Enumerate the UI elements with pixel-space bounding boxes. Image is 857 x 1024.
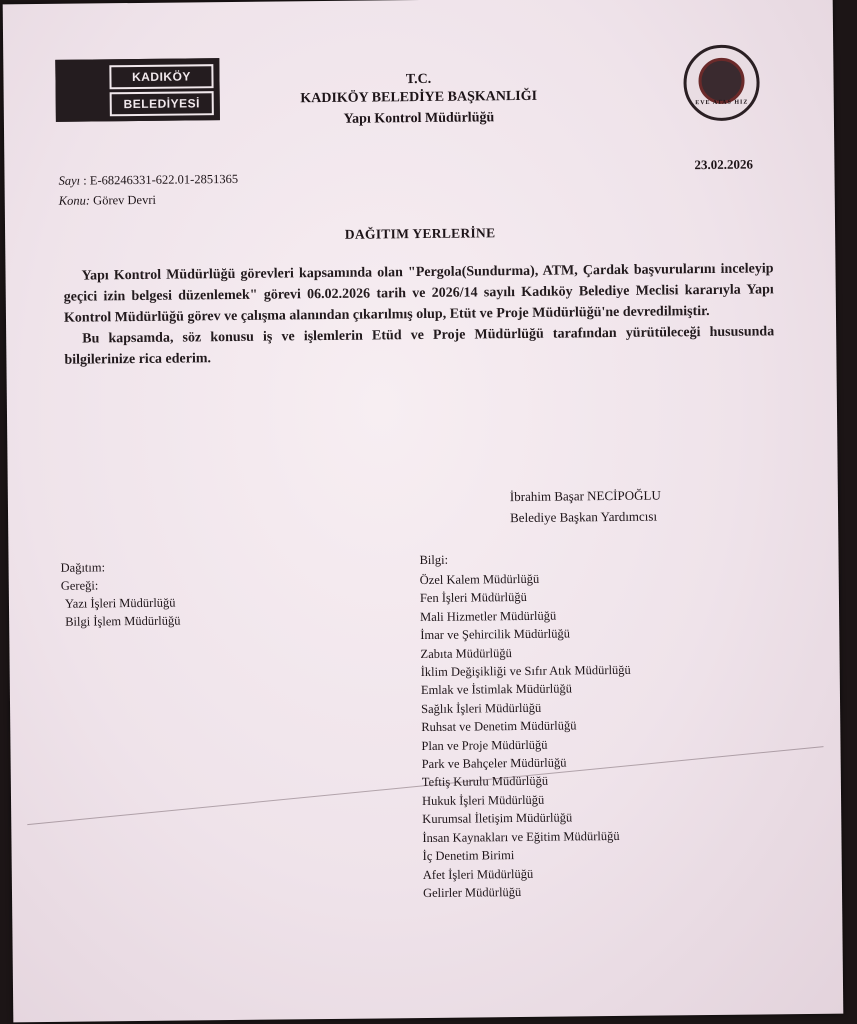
bilgi-item: İklim Değişikliği ve Sıfır Atık Müdürlüğü [420, 662, 631, 680]
bilgi-item: Kurumsal İletişim Müdürlüğü [422, 810, 573, 827]
gereg-item: Bilgi İşlem Müdürlüğü [65, 613, 181, 629]
document-page [3, 0, 844, 1022]
konu-label: Konu: [58, 193, 91, 208]
seal-icon [683, 44, 760, 121]
bilgi-item: İç Denetim Birimi [422, 848, 515, 864]
bilgi-item: Fen İşleri Müdürlüğü [419, 590, 527, 606]
bilgi-item: Zabıta Müdürlüğü [420, 645, 512, 661]
bilgi-item: Ruhsat ve Denetim Müdürlüğü [421, 718, 577, 735]
header-tc: T.C. [405, 71, 432, 88]
header-department: Yapı Kontrol Müdürlüğü [343, 110, 495, 127]
bilgi-item: Teftiş Kurulu Müdürlüğü [421, 774, 549, 790]
document-date: 23.02.2026 [694, 156, 753, 173]
signatory-name: İbrahim Başar NECİPOĞLU [509, 487, 661, 505]
konu-line [59, 193, 156, 209]
seal-text: EVE ATAS HIZ [695, 99, 749, 107]
logo-line-1: KADIKÖY [109, 64, 213, 89]
bilgi-item: Hukuk İşleri Müdürlüğü [421, 792, 545, 808]
header-organization: KADIKÖY BELEDİYE BAŞKANLIĞI [300, 88, 538, 107]
bilgi-item: Emlak ve İstimlak Müdürlüğü [420, 681, 572, 698]
letter-body [63, 258, 774, 370]
sayi-label: Sayı [58, 173, 81, 188]
body-paragraph-1: Yapı Kontrol Müdürlüğü görevleri kapsamında olan "Pergola(Sundurma), ATM, Çardak başvurularını inceleyip geçici izin belgesi düzenlemek" görevi 06.02.2026 tarih ve 2026/14 sayılı Kadıköy Belediye Meclisi kararıyla Yapı Kontrol Müdürlüğü görev ve çalışma alanından çıkarılmış olup, Etüt ve Proje Müdürlüğü'ne devredilmiştir. [63, 261, 774, 326]
sayi-value: : E-68246331-622.01-2851365 [83, 171, 239, 188]
body-paragraph-2: Bu kapsamda, söz konusu iş ve işlemlerin Etüd ve Proje Müdürlüğü tarafından yürütüleceği hususunda bilgilerinize rica ederim. [64, 324, 775, 368]
bilgi-item: Park ve Bahçeler Müdürlüğü [421, 755, 567, 772]
bilgi-item: Afet İşleri Müdürlüğü [422, 866, 534, 882]
bilgi-item: Özel Kalem Müdürlüğü [419, 571, 540, 588]
bilgi-item: Plan ve Proje Müdürlüğü [421, 737, 548, 753]
bilgi-item: Sağlık İşleri Müdürlüğü [421, 700, 542, 716]
seal-emblem [698, 58, 744, 104]
distribution-label: Dağıtım: [60, 560, 106, 575]
sayi-line [58, 172, 238, 189]
signatory-title: Belediye Başkan Yardımcısı [510, 508, 658, 526]
konu-value: Görev Devri [93, 192, 157, 208]
document-title: DAĞITIM YERLERİNE [344, 225, 496, 242]
gereg-label: Gereği: [60, 578, 99, 593]
logo-line-2: BELEDİYESİ [110, 91, 214, 116]
bilgi-list [420, 569, 634, 902]
bilgi-label: Bilgi: [419, 552, 449, 568]
bilgi-item: Gelirler Müdürlüğü [422, 884, 522, 900]
gereg-item: Yazı İşleri Müdürlüğü [64, 595, 176, 611]
bilgi-item: İmar ve Şehircilik Müdürlüğü [420, 626, 571, 643]
bilgi-item: İnsan Kaynakları ve Eğitim Müdürlüğü [422, 828, 620, 845]
bilgi-item: Mali Hizmetler Müdürlüğü [420, 608, 557, 624]
